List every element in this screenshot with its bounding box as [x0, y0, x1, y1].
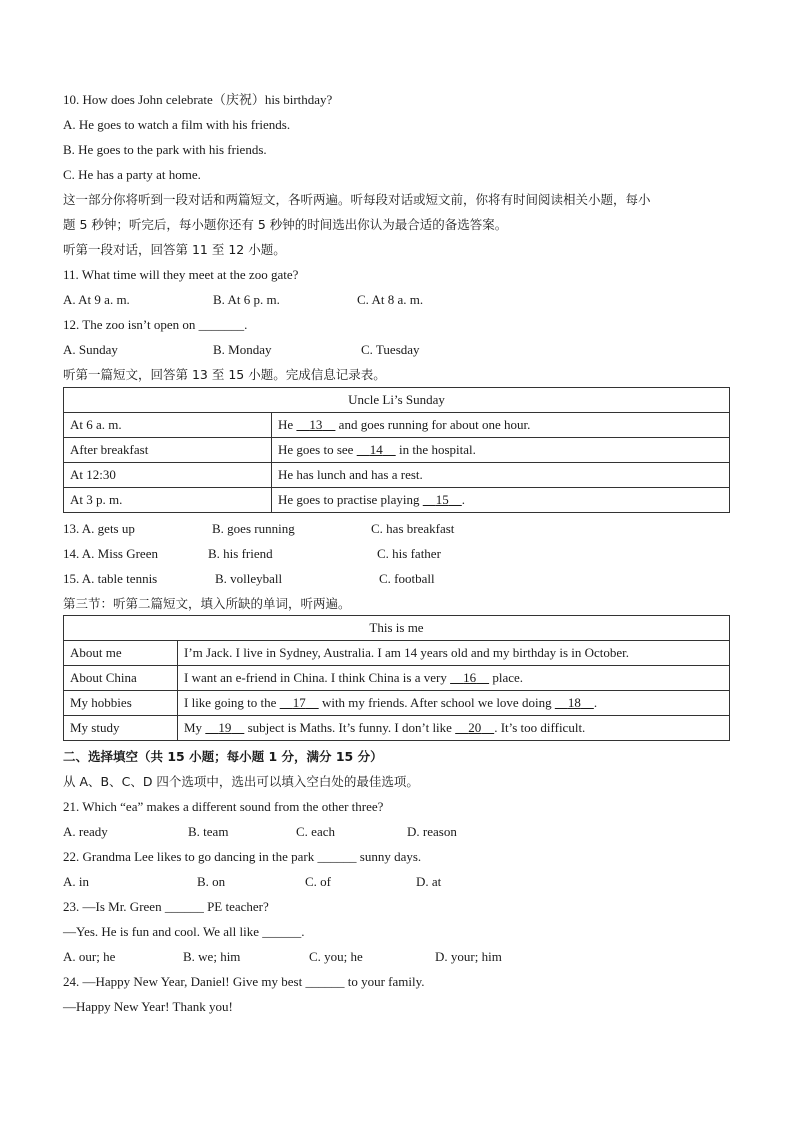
q12-option-a: A. Sunday [63, 342, 118, 357]
q11-stem: 11. What time will they meet at the zoo gate? [63, 267, 299, 282]
passage1-instruction: 听第一篇短文，回答第 13 至 15 小题。完成信息记录表。 [63, 367, 386, 382]
table1-row2-time: After breakfast [64, 438, 272, 463]
this-is-me-table [63, 615, 730, 741]
table2-row4-label: My study [64, 716, 178, 741]
table2-title: This is me [64, 616, 730, 641]
q23-stem: 23. —Is Mr. Green ______ PE teacher? [63, 899, 269, 914]
section3-instruction: 第三节：听第二篇短文，填入所缺的单词，听两遍。 [63, 596, 351, 611]
q22-option-c: C. of [305, 874, 331, 889]
part2-heading: 二、选择填空（共 15 小题；每小题 1 分，满分 15 分） [63, 749, 383, 764]
blank-18: 18 [567, 695, 581, 710]
q14-option-c: C. his father [377, 546, 441, 561]
q23-option-c: C. you; he [309, 949, 363, 964]
q21-option-d: D. reason [407, 824, 457, 839]
uncle-li-table [63, 387, 730, 513]
q22-option-a: A. in [63, 874, 89, 889]
q11-option-c: C. At 8 a. m. [357, 292, 424, 307]
table2-row1-detail: I’m Jack. I live in Sydney, Australia. I am 14 years old and my birthday is in October. [178, 641, 730, 666]
dialogue-instruction: 听第一段对话，回答第 11 至 12 小题。 [63, 242, 286, 257]
blank-20: 20 [468, 720, 482, 735]
q11-option-a: A. At 9 a. m. [63, 292, 130, 307]
q15-option-b: B. volleyball [215, 571, 283, 586]
q15-option-c: C. football [379, 571, 435, 586]
table1-row3-time: At 12:30 [64, 463, 272, 488]
q10-stem: 10. How does John celebrate（庆祝）his birthday? [63, 92, 333, 107]
q21-option-a: A. ready [63, 824, 108, 839]
blank-19: 19 [218, 720, 232, 735]
q12-stem: 12. The zoo isn’t open on _______. [63, 317, 248, 332]
q12-option-c: C. Tuesday [361, 342, 420, 357]
q21-option-b: B. team [188, 824, 229, 839]
table2-row3-detail: I like going to the 17 with my friends. After school we love doing 18 . [178, 691, 730, 716]
section-intro-line2: 题 5 秒钟；听完后，每小题你还有 5 秒钟的时间选出你认为最合适的备选答案。 [63, 217, 508, 232]
q14-option-a: 14. A. Miss Green [63, 546, 158, 561]
table1-row4-time: At 3 p. m. [64, 488, 272, 513]
blank-16: 16 [463, 670, 477, 685]
q22-stem: 22. Grandma Lee likes to go dancing in the park ______ sunny days. [63, 849, 422, 864]
q22-option-b: B. on [197, 874, 226, 889]
q13-option-a: 13. A. gets up [63, 521, 135, 536]
q24-line2: —Happy New Year! Thank you! [63, 999, 233, 1014]
q23-option-b: B. we; him [183, 949, 241, 964]
q24-stem: 24. —Happy New Year, Daniel! Give my best ______ to your family. [63, 974, 425, 989]
q12-option-b: B. Monday [213, 342, 272, 357]
table2-row2-detail: I want an e-friend in China. I think China is a very 16 place. [178, 666, 730, 691]
section-intro-line1: 这一部分你将听到一段对话和两篇短文，各听两遍。听每段对话或短文前，你将有时间阅读相关小题，每小 [63, 192, 651, 207]
table2-row4-detail: My 19 subject is Maths. It’s funny. I don’t like 20 . It’s too difficult. [178, 716, 730, 741]
table1-row2-detail: He goes to see 14 in the hospital. [272, 438, 730, 463]
table2-row3-label: My hobbies [64, 691, 178, 716]
q23-line2: —Yes. He is fun and cool. We all like ______. [63, 924, 305, 939]
q10-option-a: A. He goes to watch a film with his friends. [63, 117, 291, 132]
q14-option-b: B. his friend [208, 546, 273, 561]
blank-17: 17 [292, 695, 306, 710]
table1-row3-detail: He has lunch and has a rest. [272, 463, 730, 488]
q11-option-b: B. At 6 p. m. [213, 292, 280, 307]
table2-row1-label: About me [64, 641, 178, 666]
blank-14: 14 [369, 442, 383, 457]
part2-instruction: 从 A、B、C、D 四个选项中，选出可以填入空白处的最佳选项。 [63, 774, 419, 789]
q13-option-c: C. has breakfast [371, 521, 455, 536]
q22-option-d: D. at [416, 874, 442, 889]
q15-option-a: 15. A. table tennis [63, 571, 158, 586]
table1-row4-detail: He goes to practise playing 15 . [272, 488, 730, 513]
q23-option-a: A. our; he [63, 949, 116, 964]
table1-row1-time: At 6 a. m. [64, 413, 272, 438]
q13-option-b: B. goes running [212, 521, 295, 536]
table2-row2-label: About China [64, 666, 178, 691]
q23-option-d: D. your; him [435, 949, 502, 964]
table1-row1-detail: He 13 and goes running for about one hour. [272, 413, 730, 438]
q10-option-b: B. He goes to the park with his friends. [63, 142, 267, 157]
q21-stem: 21. Which “ea” makes a different sound from the other three? [63, 799, 384, 814]
q10-option-c: C. He has a party at home. [63, 167, 201, 182]
table1-title: Uncle Li’s Sunday [64, 388, 730, 413]
blank-13: 13 [309, 417, 323, 432]
blank-15: 15 [435, 492, 449, 507]
q21-option-c: C. each [296, 824, 335, 839]
